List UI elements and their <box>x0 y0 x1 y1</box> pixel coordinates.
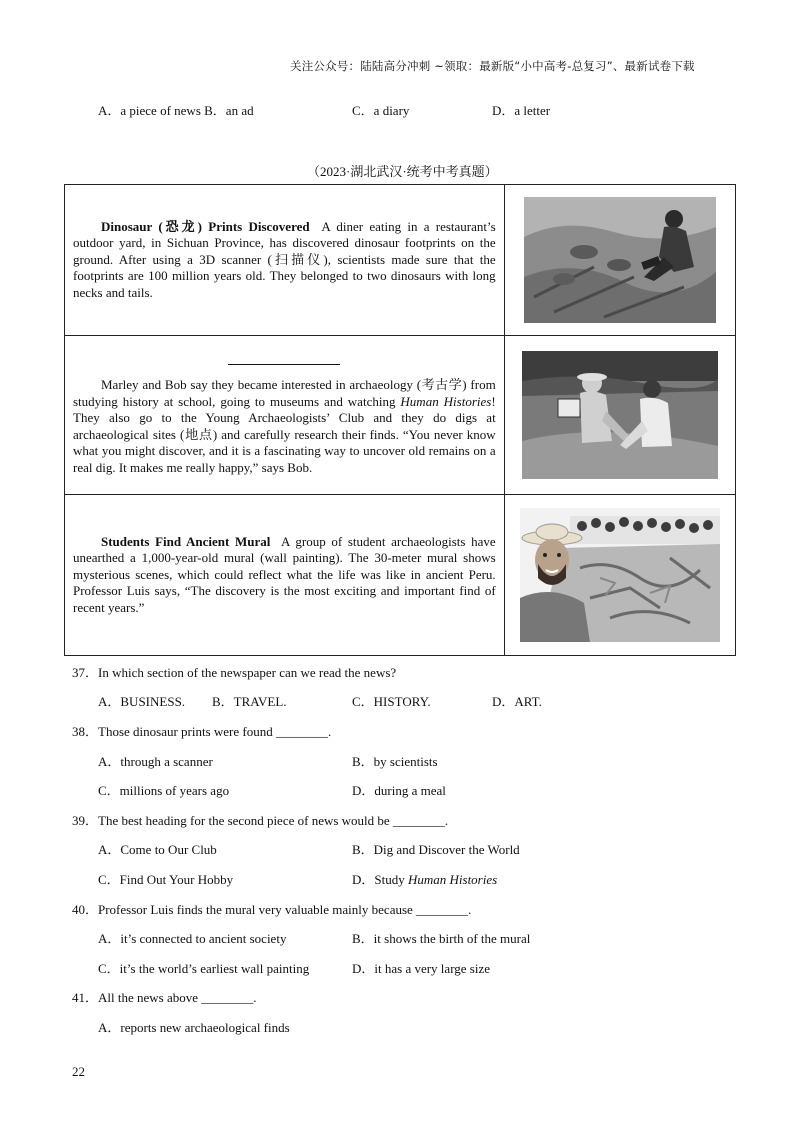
news-body-club-part1: Marley and Bob say they became interested in archaeology (考古学) from studying history at school, going to museums and watching <box>73 377 496 409</box>
news-text-dinosaur <box>65 185 505 336</box>
news-photo-dinosaur <box>504 185 735 336</box>
mural-students-photo-icon <box>520 508 720 642</box>
prev-option-d: D．a letter <box>492 103 551 118</box>
q40-option-c: C．it’s the world’s earliest wall painting <box>98 961 310 976</box>
q37-option-d: D．ART. <box>492 694 542 709</box>
q39-option-d <box>352 869 497 888</box>
news-body-dinosaur: A diner eating in a restaurant’s outdoor yard, in Sichuan Province, has discovered dinosaur footprints on the ground. After using a 3D scanner (扫描仪), scientists made sure that the footprints are 100 million years old. They belonged to two dinosaurs with long necks and tails. <box>73 218 496 300</box>
news-heading-mural: Students Find Ancient Mural <box>101 533 271 549</box>
news-text-club <box>65 336 505 495</box>
question-41: 41．All the news above ________. <box>72 990 257 1005</box>
prev-option-ab: A．a piece of news B．an ad <box>98 103 254 118</box>
q39-option-b: B．Dig and Discover the World <box>352 842 520 857</box>
question-38: 38．Those dinosaur prints were found ________. <box>72 724 332 739</box>
q38-option-a: A．through a scanner <box>98 754 213 769</box>
news-body-club-part2: ! They also go to the Young Archaeologists’ Club and they do digs at archaeological sites (地点) and carefully research their finds. “You never know what you might discover, and it is a fascinating way to uncover old remains on a real dig. It makes me really happy,” says Bob. <box>73 393 496 475</box>
question-39: 39．The best heading for the second piece of news would be ________. <box>72 813 449 828</box>
q38-option-c: C．millions of years ago <box>98 783 230 798</box>
news-row-dinosaur <box>65 185 736 336</box>
news-row-club <box>65 336 736 495</box>
question-37: 37．In which section of the newspaper can we read the news? <box>72 665 397 680</box>
question-40: 40．Professor Luis finds the mural very valuable mainly because ________. <box>72 902 472 917</box>
q40-option-a: A．it’s connected to ancient society <box>98 931 287 946</box>
heading-blank-line <box>228 354 340 365</box>
news-table <box>64 184 736 656</box>
q39-option-c: C．Find Out Your Hobby <box>98 872 234 887</box>
q38-option-d: D．during a meal <box>352 783 446 798</box>
news-body-club-italic: Human Histories <box>400 393 492 409</box>
news-heading-dinosaur: Dinosaur (恐龙) Prints Discovered <box>101 218 310 234</box>
q37-option-b: B．TRAVEL. <box>212 694 287 709</box>
news-photo-mural <box>504 495 735 656</box>
q40-option-b: B．it shows the birth of the mural <box>352 931 531 946</box>
q38-option-b: B．by scientists <box>352 754 438 769</box>
dinosaur-footprint-photo-icon <box>524 197 716 323</box>
archaeology-dig-photo-icon <box>522 351 718 479</box>
q41-option-a: A．reports new archaeological finds <box>98 1020 290 1035</box>
q39-option-a: A．Come to Our Club <box>98 842 217 857</box>
news-body-mural: A group of student archaeologists have unearthed a 1,000-year-old mural (wall painting). The 30-meter mural shows mysterious scenes, which could reflect what the life was like in ancient Peru. Professor Luis says, “The discovery is the most exciting and important find of recent years.” <box>73 533 496 615</box>
page-number: 22 <box>72 1064 85 1079</box>
q39-option-d-italic: Human Histories <box>407 872 498 887</box>
news-row-mural <box>65 495 736 656</box>
q39-option-d-prefix: D．Study <box>352 872 408 887</box>
news-photo-club <box>504 336 735 495</box>
source-line: （2023·湖北武汉·统考中考真题） <box>307 164 498 179</box>
prev-option-c: C．a diary <box>352 103 410 118</box>
page-header: 关注公众号：陆陆高分冲刺 ~领取：最新版“小中高考-总复习”、最新试卷下载 <box>290 59 695 73</box>
q37-option-a: A．BUSINESS. <box>98 694 186 709</box>
q40-option-d: D．it has a very large size <box>352 961 491 976</box>
q37-option-c: C．HISTORY. <box>352 694 431 709</box>
news-text-mural <box>65 495 505 656</box>
